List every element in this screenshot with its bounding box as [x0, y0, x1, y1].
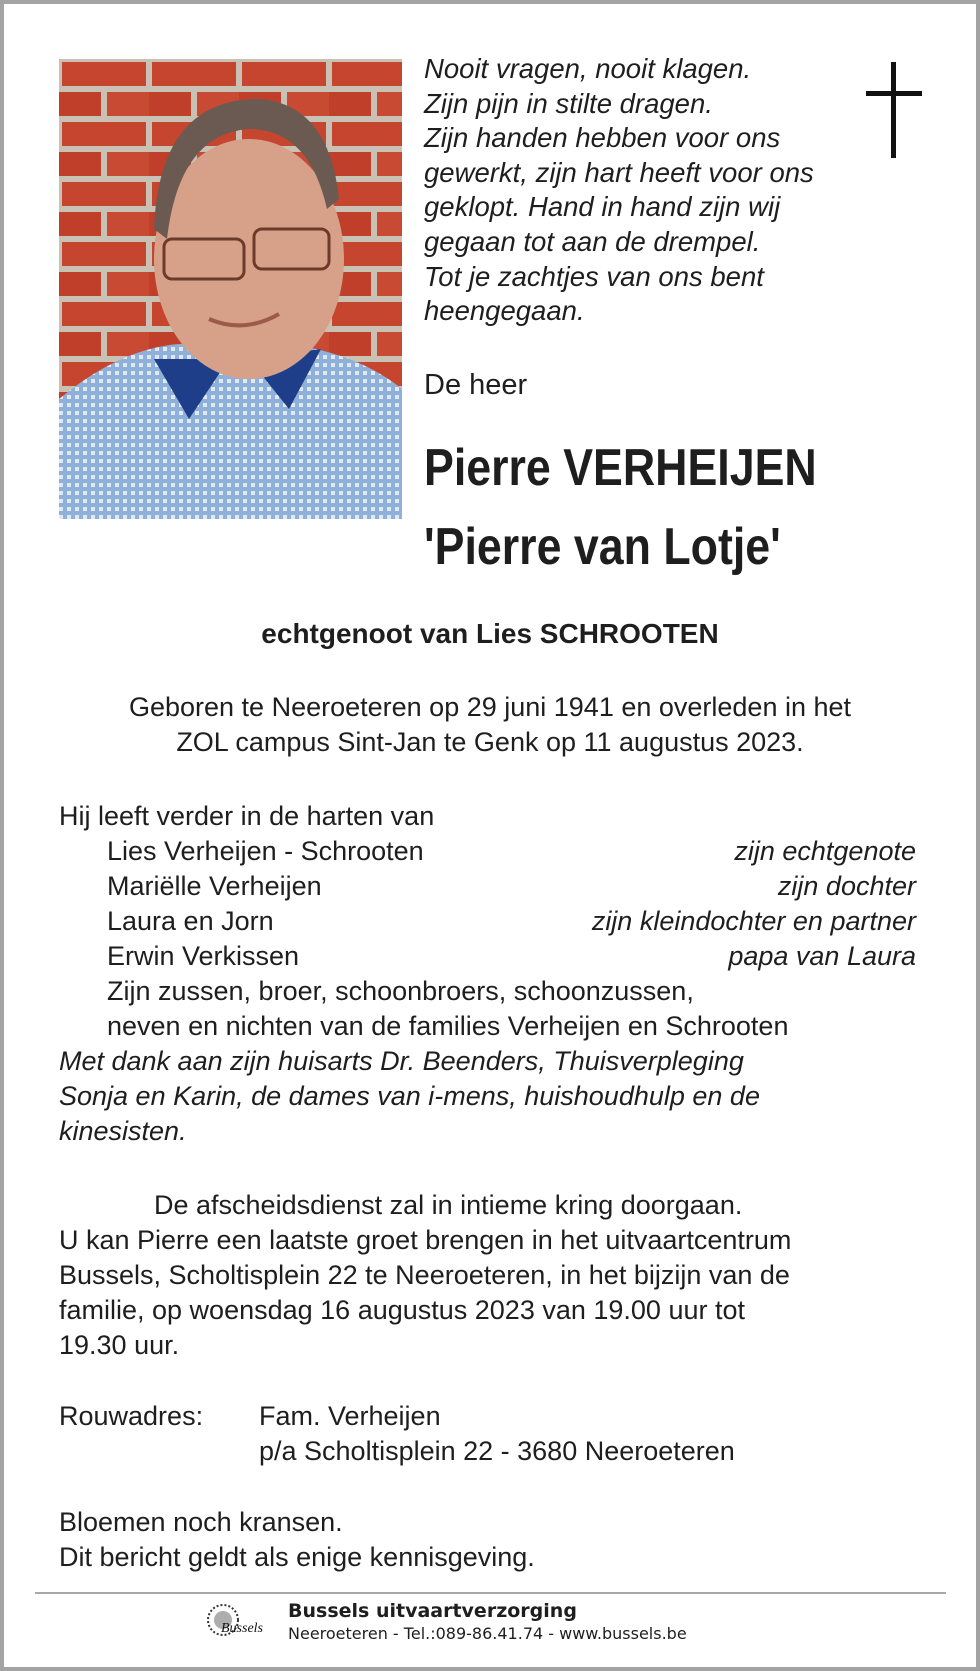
poem-line: heengegaan. — [424, 295, 585, 327]
deceased-name: Pierre VERHEIJEN — [424, 439, 817, 497]
survivor-relation: zijn kleindochter en partner — [591, 906, 916, 936]
footer-divider — [35, 1592, 946, 1594]
poem-line: Zijn handen hebben voor ons — [424, 122, 781, 154]
family-line-2: neven en nichten van de families Verheijen en Schrooten — [107, 1011, 789, 1041]
closing-line-2: Dit bericht geldt als enige kennisgeving. — [59, 1542, 535, 1572]
survivor-name: Lies Verheijen - Schrooten — [107, 836, 424, 866]
address-line-2: p/a Scholtisplein 22 - 3680 Neeroeteren — [259, 1436, 735, 1466]
poem-line: gegaan tot aan de drempel. — [424, 225, 761, 257]
birth-death-line-2: ZOL campus Sint-Jan te Genk op 11 augustus 2023. — [176, 727, 804, 757]
birth-death-line-1: Geboren te Neeroeteren op 29 juni 1941 en overleden in het — [128, 692, 852, 722]
survivors-intro: Hij leeft verder in de harten van — [59, 801, 435, 831]
bussels-logo-icon — [205, 1600, 277, 1644]
poem — [424, 52, 814, 329]
spouse-line: echtgenoot van Lies SCHROOTEN — [261, 618, 719, 649]
poem-line: geklopt. Hand in hand zijn wij — [424, 191, 781, 223]
footer-contact: Neeroeteren - Tel.:089-86.41.74 - www.bussels.be — [288, 1624, 687, 1643]
poem-line: Tot je zachtjes van ons bent — [424, 260, 764, 292]
survivor-relation: zijn dochter — [777, 871, 916, 901]
cross-icon — [866, 62, 922, 158]
survivor-relation: zijn echtgenote — [734, 836, 916, 866]
footer-company: Bussels uitvaartverzorging — [288, 1600, 577, 1622]
thanks-line-1: Met dank aan zijn huisarts Dr. Beenders, Thuisverpleging — [59, 1046, 744, 1076]
service-line-5: 19.30 uur. — [59, 1330, 180, 1360]
survivor-name: Laura en Jorn — [107, 906, 274, 936]
family-line-1: Zijn zussen, broer, schoonbroers, schoonzussen, — [107, 976, 694, 1006]
survivor-name: Erwin Verkissen — [107, 941, 300, 971]
service-line-1: De afscheidsdienst zal in intieme kring doorgaan. — [154, 1190, 743, 1220]
address-label: Rouwadres: — [59, 1401, 204, 1431]
service-line-3: Bussels, Scholtisplein 22 te Neeroeteren, in het bijzijn van de — [59, 1260, 790, 1290]
poem-line: Nooit vragen, nooit klagen. — [424, 53, 752, 84]
svg-text:Bussels: Bussels — [221, 1621, 263, 1636]
thanks-line-3: kinesisten. — [59, 1116, 187, 1146]
address-line-1: Fam. Verheijen — [259, 1401, 441, 1431]
service-line-4: familie, op woensdag 16 augustus 2023 van 19.00 uur tot — [59, 1295, 745, 1325]
survivor-relation: papa van Laura — [728, 941, 916, 971]
poem-line: Zijn pijn in stilte dragen. — [424, 87, 713, 119]
poem-line: gewerkt, zijn hart heeft voor ons — [424, 156, 814, 188]
deceased-nickname: 'Pierre van Lotje' — [424, 518, 781, 576]
closing-line-1: Bloemen noch kransen. — [59, 1507, 343, 1537]
salutation: De heer — [424, 369, 528, 401]
thanks-line-2: Sonja en Karin, de dames van i-mens, huishoudhulp en de — [59, 1081, 760, 1111]
survivor-name: Mariëlle Verheijen — [107, 871, 322, 901]
portrait-photo — [59, 59, 402, 519]
service-line-2: U kan Pierre een laatste groet brengen in het uitvaartcentrum — [59, 1225, 792, 1255]
